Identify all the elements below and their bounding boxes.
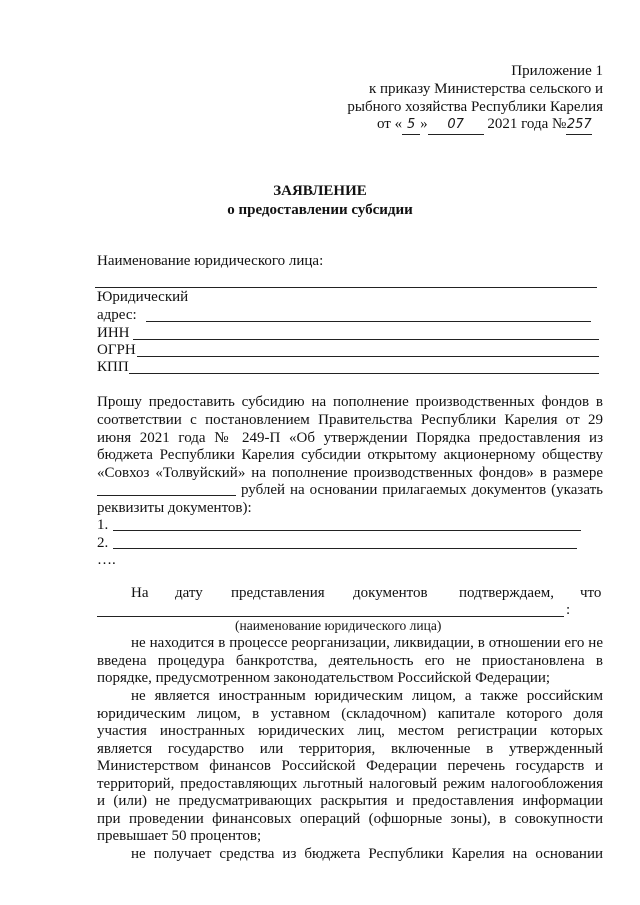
annex-line-3: рыбного хозяйства Республики Карелия xyxy=(347,99,603,115)
annex-date-line xyxy=(377,116,592,135)
request-last-line: реквизиты документов): xyxy=(97,500,252,516)
condition-1-line-1: не находится в процессе реорганизации, ликвидации, в отношении его не xyxy=(131,635,603,651)
inn-label: ИНН xyxy=(97,325,130,341)
request-line-6: рублей на основании прилагаемых документов (указать xyxy=(241,482,603,498)
annex-year-text: 2021 года № xyxy=(487,116,567,132)
condition-2-line-3: участия иностранных юридических лиц, местом регистрации которых xyxy=(97,723,603,739)
condition-2-line-2: юридическим лицом, в уставном (складочном) капитале которого доля xyxy=(97,706,603,722)
request-line-2: соответствии с постановлением Правительства Республики Карелия от 29 xyxy=(97,412,603,428)
name-field-line xyxy=(95,287,597,288)
annex-date-prefix: от « xyxy=(377,116,403,132)
kpp-field-line xyxy=(129,373,599,374)
ogrn-field-line xyxy=(137,356,599,357)
request-line-3: июня 2021 года № 249-П «Об утверждении Порядка предоставления из xyxy=(97,430,603,446)
condition-2-line-8: при проведении финансовых операций (офшорные зоны), в совокупности xyxy=(97,811,603,827)
annex-number: 257 xyxy=(566,116,592,135)
ogrn-label: ОГРН xyxy=(97,342,136,358)
confirm-word-6: что xyxy=(580,585,602,601)
condition-1-line-2: введена процедура банкротства, деятельность его не приостановлена в xyxy=(97,653,603,669)
condition-2-line-6: территорий, предоставляющих льготный налоговый режим налогообложения xyxy=(97,776,603,792)
doc-item-1-label: 1. xyxy=(97,517,109,533)
annex-day: 5 xyxy=(402,116,420,135)
condition-1-last: порядке, предусмотренном законодательством Российской Федерации; xyxy=(97,670,551,686)
confirm-word-3: представления xyxy=(231,585,325,601)
inn-field-line xyxy=(133,339,599,340)
address-field-line xyxy=(146,321,591,322)
doc-ellipsis: …. xyxy=(97,552,116,568)
condition-2-line-1: не является иностранным юридическим лицом, а также российским xyxy=(131,688,603,704)
document-title: ЗАЯВЛЕНИЕ xyxy=(273,183,367,199)
confirm-word-5: подтверждаем, xyxy=(459,585,554,601)
confirm-word-4: документов xyxy=(353,585,428,601)
annex-line-1: Приложение 1 xyxy=(511,63,603,79)
doc-item-2-line xyxy=(113,548,577,549)
doc-item-1-line xyxy=(113,530,581,531)
condition-2-line-5: Министерством финансов Российской Федерации перечень государств и xyxy=(97,758,603,774)
name-label: Наименование юридического лица: xyxy=(97,253,324,269)
entity-name-caption: (наименование юридического лица) xyxy=(235,618,442,633)
confirm-word-1: На xyxy=(131,585,149,601)
amount-field-line xyxy=(97,495,236,496)
doc-item-2-label: 2. xyxy=(97,535,109,551)
condition-2-line-4: является государство или территория, включенные в утвержденный xyxy=(97,741,603,757)
confirm-word-2: дату xyxy=(175,585,203,601)
address-label-1: Юридический xyxy=(97,289,189,305)
annex-line-2: к приказу Министерства сельского и xyxy=(368,81,603,97)
condition-2-line-7: и (или) не предусматривающих раскрытия и предоставления информации xyxy=(97,793,603,809)
kpp-label: КПП xyxy=(97,359,129,375)
condition-2-last: превышает 50 процентов; xyxy=(97,828,262,844)
condition-3-line-1: не получает средства из бюджета Республики Карелия на основании xyxy=(131,846,603,862)
annex-date-sep: » xyxy=(420,116,428,132)
request-line-5: «Совхоз «Толвуйский» на пополнение производственных фондов» в размере xyxy=(97,465,603,481)
document-subtitle: о предоставлении субсидии xyxy=(227,202,413,218)
request-line-4: бюджета Республики Карелия субсидии открытому акционерному обществу xyxy=(97,447,603,463)
annex-month: 07 xyxy=(428,116,484,135)
request-line-1: Прошу предоставить субсидию на пополнение производственных фондов в xyxy=(97,394,603,410)
address-label-2: адрес: xyxy=(97,307,137,323)
entity-colon: : xyxy=(566,602,571,618)
